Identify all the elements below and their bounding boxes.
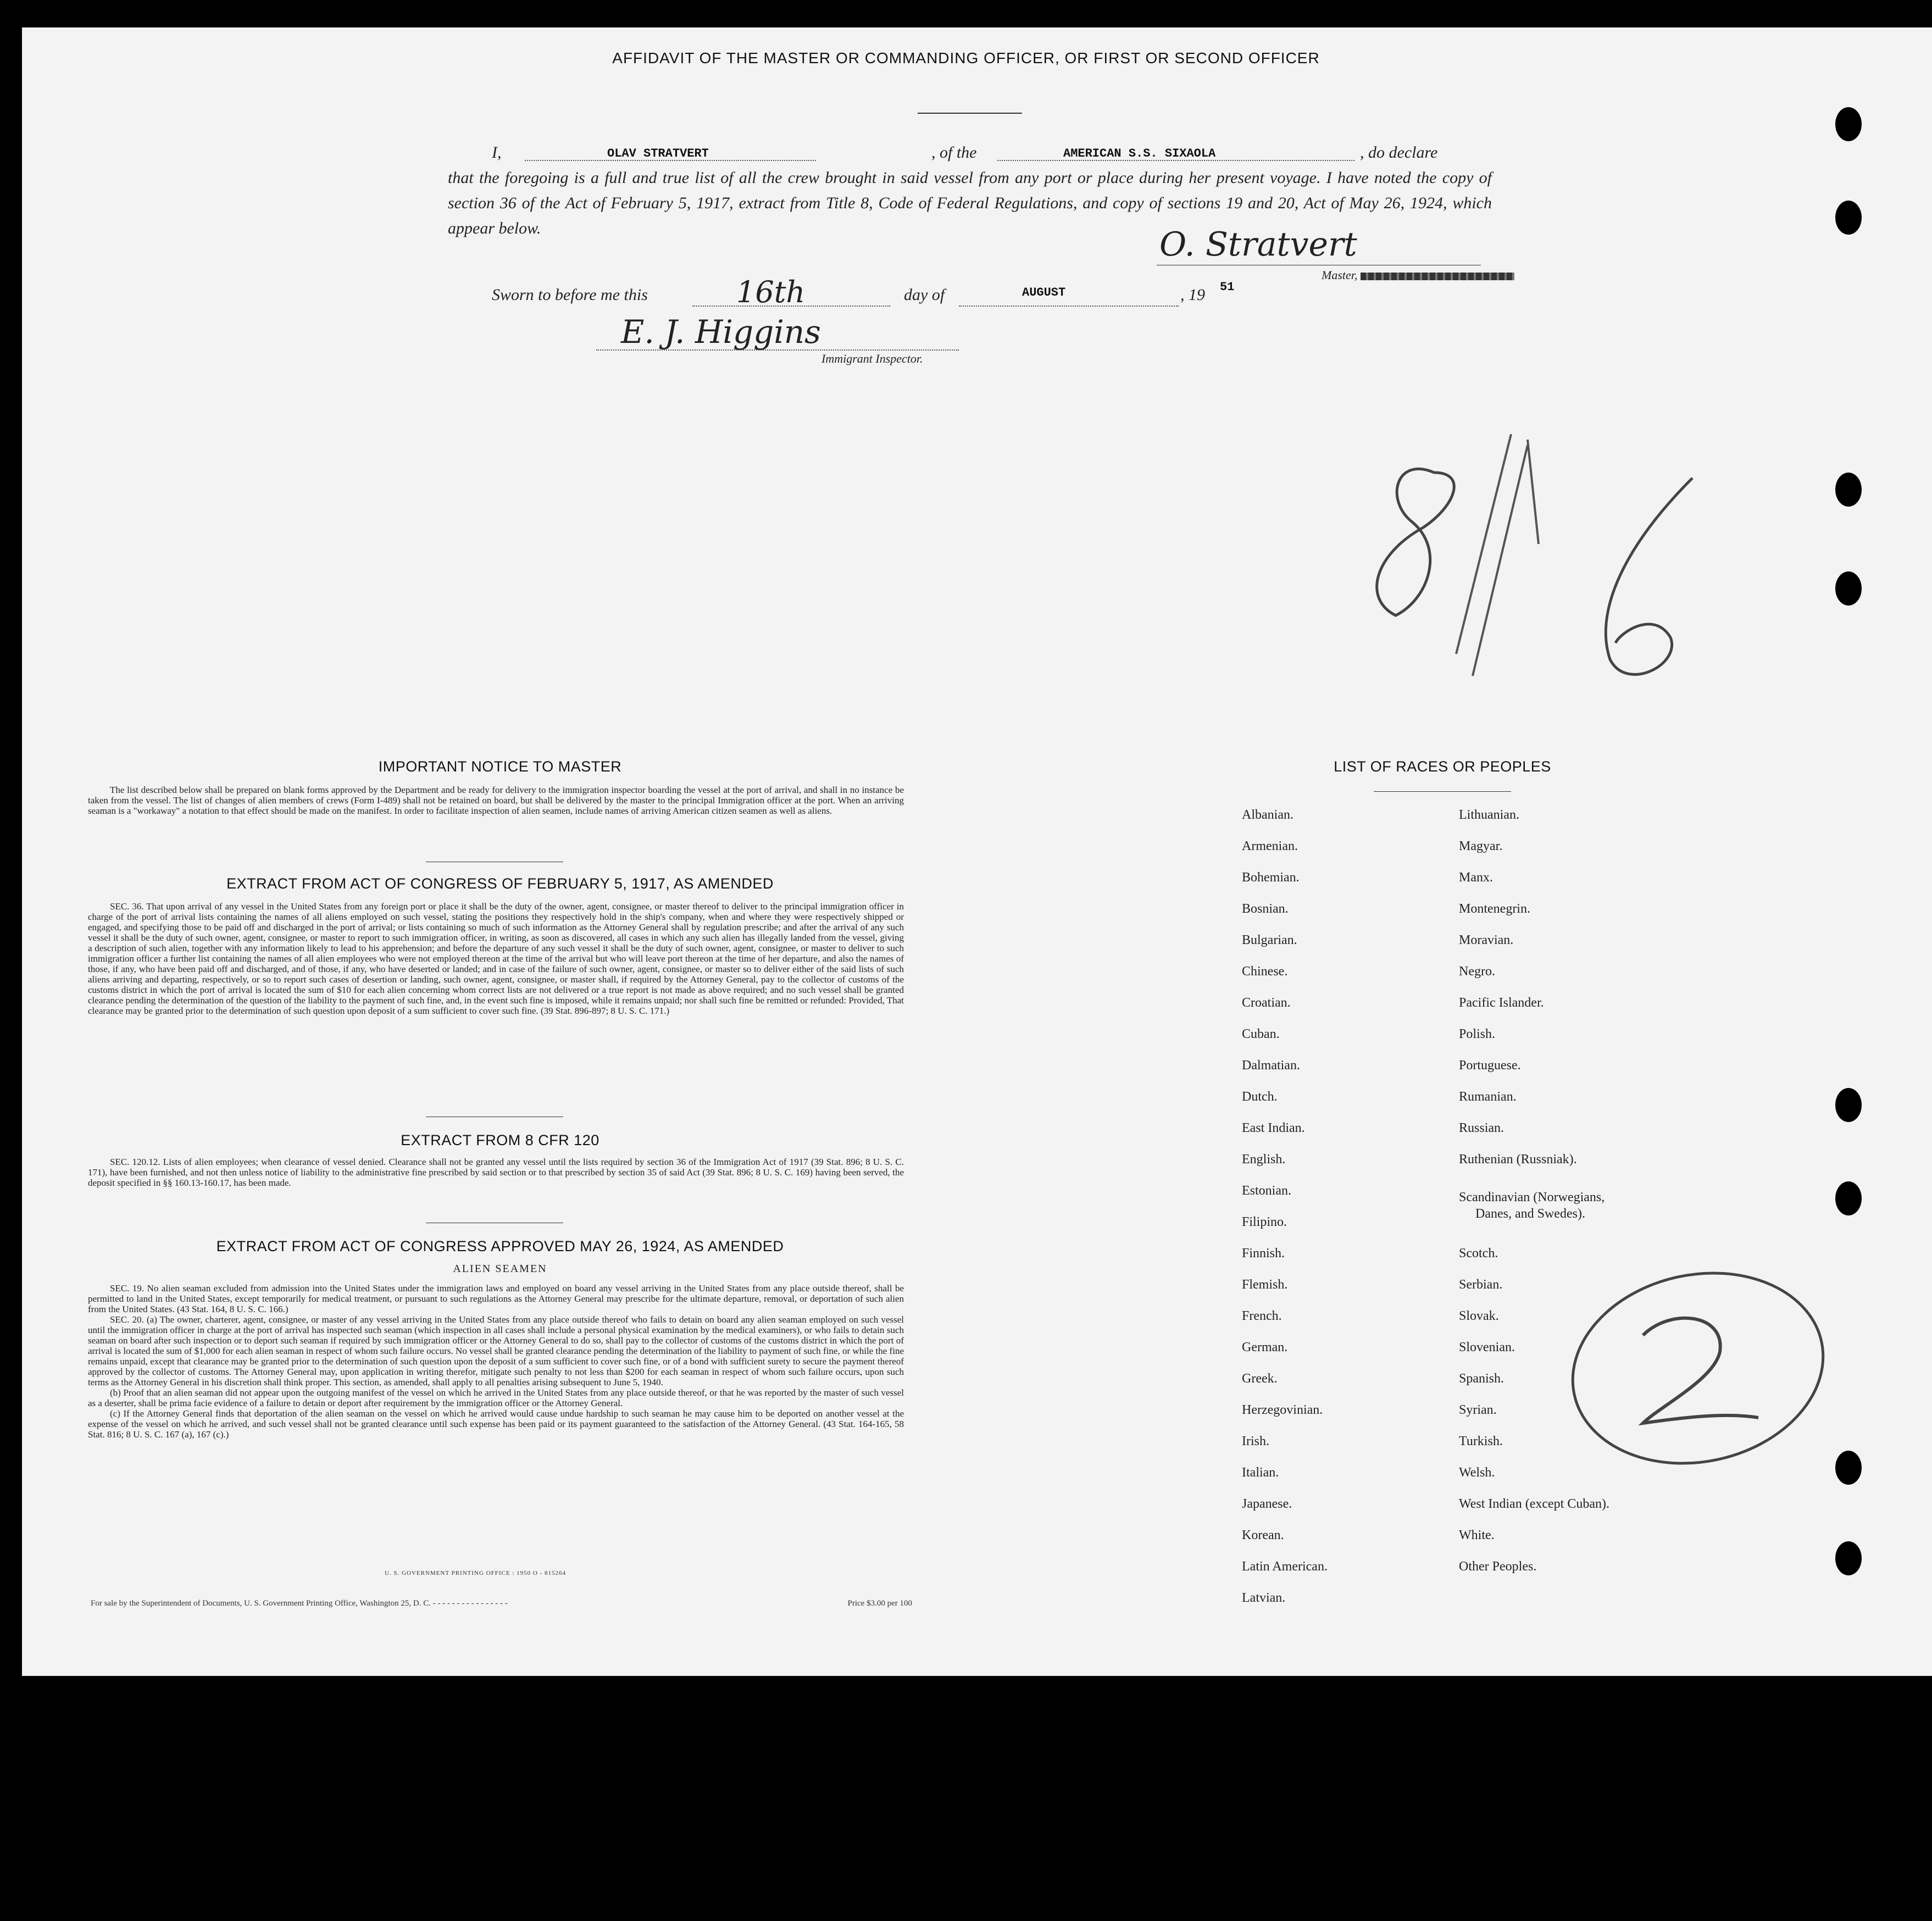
sworn-statement (492, 286, 648, 304)
punch-hole (1835, 107, 1862, 141)
race-item: Portuguese. (1459, 1058, 1521, 1073)
sworn-day: 16th (736, 275, 806, 309)
race-item: Croatian. (1242, 996, 1291, 1010)
inspector-signature: E. J. Higgins (621, 313, 821, 351)
race-item: Bosnian. (1242, 902, 1289, 916)
section-20c-paragraph: (c) If the Attorney General finds that deportation of the alien seaman on the vessel on which he arrived would cause undue hardship to such seaman he may cause him to be deported on another vessel at the expense of the vessel on which he arrived, and such vessel shall not be granted clearance until such expense has been paid or its payment guaranteed to the satisfaction of the Attorney General. (43 Stat. 164-165, 58 Stat. 816; 8 U. S. C. 167 (a), 167 (c).) (88, 1408, 904, 1440)
officer-name: OLAV STRATVERT (607, 147, 709, 160)
race-item: Montenegrin. (1459, 902, 1530, 916)
race-item: Albanian. (1242, 808, 1293, 822)
struck-out-text (1361, 273, 1514, 280)
vessel-line (997, 160, 1354, 161)
race-item: Scandinavian (Norwegians, (1459, 1190, 1605, 1204)
race-item: Syrian. (1459, 1403, 1497, 1417)
footer (91, 1599, 912, 1608)
race-item: Estonian. (1242, 1184, 1291, 1198)
race-item: Turkish. (1459, 1434, 1503, 1448)
race-item: Cuban. (1242, 1027, 1280, 1041)
punch-hole (1835, 1181, 1862, 1215)
sworn-month: AUGUST (1022, 286, 1066, 299)
race-item: Scotch. (1459, 1246, 1498, 1261)
race-item: Other Peoples. (1459, 1559, 1537, 1574)
day-of-text: day of (904, 286, 945, 304)
race-item: Danes, and Swedes). (1475, 1207, 1585, 1221)
sworn-year: 51 (1220, 280, 1235, 294)
declaration-prefix: I, (492, 143, 502, 162)
day-line (692, 306, 890, 307)
race-item: Ruthenian (Russniak). (1459, 1152, 1577, 1167)
price: Price $3.00 per 100 (847, 1599, 912, 1608)
race-item: French. (1242, 1309, 1282, 1323)
extract-1917-text: SEC. 36. That upon arrival of any vessel in the United States from any foreign port or place it shall be the duty of the owner, agent, consignee, or master thereof to deliver to the principal immigration officer in charge of the port of arrival lists containing the names of all aliens employed on such vessel, stating the positions they respectively hold in the ship's company, when and where they were respectively shipped or engaged, and specifying those to be paid off and discharged in the port of arrival; or lists containing so much of such information as the Attorney General shall by regulation prescribe; and after the arrival of any such vessel it shall be the duty of such owner, agent, consignee, or master to report to such immigration officer, in writing, as soon as discovered, all cases in which any such alien has illegally landed from the vessel, giving a description of such alien, together with any information likely to lead to his apprehension; and before the departure of any such vessel it shall be the duty of such owner, agent, consignee, or master to deliver to such immigration officer a further list containing the names of all alien employees who were not employed thereon at the time of the arrival but who will leave port thereon at the time of her departure, and also the names of those, if any, who have been paid off and discharged, and of those, if any, who have deserted or landed; and in case of the failure of such owner, agent, consignee, or master so to deliver either of the said lists of such aliens arriving and departing, respectively, or so to report such cases of desertion or landing, such owner, agent, consignee, or master shall, if required by the Attorney General, pay to the collector of customs of the customs district in which the port of arrival is located the sum of $10 for each alien concerning whom correct lists are not delivered or a true report is not made as above required; and no such vessel shall be granted clearance pending the determination of the question of the liability to the payment of such fine, and, in the event such fine is imposed, while it remains unpaid; nor shall such fine be remitted or refunded: Provided, That clearance may be granted prior to the determination of such question upon deposit of a sum sufficient to cover such fine. (39 Stat. 896-897; 8 U. S. C. 171.) (88, 901, 904, 1016)
do-declare-text: , do declare (1360, 143, 1438, 162)
punch-hole (1835, 1088, 1862, 1122)
divider (1374, 791, 1511, 792)
affidavit-title: AFFIDAVIT OF THE MASTER OR COMMANDING OFFICER, OR FIRST OR SECOND OFFICER (612, 49, 1320, 66)
race-item: Slovenian. (1459, 1340, 1515, 1354)
race-item: Rumanian. (1459, 1090, 1517, 1104)
declaration-body: that the foregoing is a full and true list of all the crew brought in said vessel from any port or place during her present voyage. I have noted the copy of section 36 of the Act of February 5, 1917, extract from Title 8, Code of Federal Regulations, and copy of sections 19 and 20, Act of May 26, 1924, which appear below. (448, 169, 1492, 237)
race-item: Greek. (1242, 1372, 1278, 1386)
race-item: Magyar. (1459, 839, 1503, 853)
race-item: Dalmatian. (1242, 1058, 1300, 1073)
race-item: Bulgarian. (1242, 933, 1297, 947)
circled-number (1561, 1264, 1846, 1473)
race-item: Herzegovinian. (1242, 1403, 1323, 1417)
extract-1924-heading: EXTRACT FROM ACT OF CONGRESS APPROVED MAY 26, 1924, AS AMENDED (216, 1238, 784, 1254)
race-item: German. (1242, 1340, 1288, 1354)
race-item: Pacific Islander. (1459, 996, 1544, 1010)
race-item: Flemish. (1242, 1278, 1288, 1292)
races-heading: LIST OF RACES OR PEOPLES (1334, 758, 1551, 775)
extract-1924-text (88, 1283, 904, 1440)
race-item: Negro. (1459, 964, 1495, 979)
race-item: Dutch. (1242, 1090, 1278, 1104)
race-item: Lithuanian. (1459, 808, 1519, 822)
race-item: Bohemian. (1242, 870, 1300, 885)
alien-seamen-subheading: ALIEN SEAMEN (453, 1263, 547, 1275)
race-item: West Indian (except Cuban). (1459, 1497, 1609, 1511)
divider (918, 113, 1022, 114)
inspector-label: Immigrant Inspector. (821, 352, 923, 365)
race-item: Spanish. (1459, 1372, 1504, 1386)
declaration-line (448, 140, 1492, 165)
race-item: Manx. (1459, 870, 1493, 885)
race-item: Japanese. (1242, 1497, 1292, 1511)
extract-cfr-heading: EXTRACT FROM 8 CFR 120 (401, 1132, 599, 1148)
race-item: White. (1459, 1528, 1495, 1542)
race-item: Serbian. (1459, 1278, 1503, 1292)
master-signature: O. Stratvert (1159, 225, 1357, 264)
notice-text: The list described below shall be prepared on blank forms approved by the Department and be ready for delivery to the immigration inspector boarding the vessel at the port of arrival, and shall in no instance be taken from the vessel. The list of changes of alien members of crews (Form I-489) shall not be retained on board, but shall be delivered by the master to the principal Immigration officer at the port. When an arriving seaman is a "workaway" a notation to that effect should be made on the manifest. In order to facilitate inspection of alien seamen, include names of arriving American citizen seamen as well as aliens. (88, 785, 904, 816)
sale-notice: For sale by the Superintendent of Documents, U. S. Government Printing Office, Washington 25, D. C. - - - - - - - - - - - - - - - - (91, 1599, 508, 1608)
race-item: Russian. (1459, 1121, 1504, 1135)
punch-hole (1835, 1541, 1862, 1575)
month-line (959, 306, 1179, 307)
race-item: Latin American. (1242, 1559, 1328, 1574)
race-item: Armenian. (1242, 839, 1298, 853)
extract-1917-heading: EXTRACT FROM ACT OF CONGRESS OF FEBRUARY 5, 1917, AS AMENDED (226, 875, 774, 892)
notice-heading: IMPORTANT NOTICE TO MASTER (378, 758, 622, 775)
race-item: Chinese. (1242, 964, 1288, 979)
punch-hole (1835, 571, 1862, 606)
master-label-text: Master, (1322, 268, 1358, 282)
section-20a-paragraph: SEC. 20. (a) The owner, charterer, agent, consignee, or master of any vessel arriving in the United States from any place outside thereof who fails to detain on board any alien seaman employed on such vessel until the immigration officer in charge at the port of arrival has inspected such seaman (which inspection in all cases shall include a personal physical examination by the medical examiners), or who fails to detain such seaman on board after such inspection or to deport such seaman if required by such immigration officer or the Attorney General to do so, shall pay to the collector of customs of the customs district in which the port of arrival is located the sum of $1,000 for each alien seaman in respect of whom such failure occurs. No vessel shall be granted clearance pending the determination of the liability to payment of such fine, or while the fine remains unpaid, except that clearance may be granted prior to the determination of such question upon the deposit of a sum sufficient to cover such fine, or of a bond with sufficient surety to secure the payment thereof approved by the collector of customs. The Attorney General may, upon application in writing therefor, mitigate such penalty to not less than $200 for each seaman in respect of whom such failure occurs, upon such terms as the Attorney General in his discretion shall think proper. This section, as amended, shall apply to all penalties arising subsequent to June 5, 1940. (88, 1314, 904, 1387)
race-item: Welsh. (1459, 1465, 1495, 1480)
race-item: East Indian. (1242, 1121, 1305, 1135)
vessel-name: AMERICAN S.S. SIXAOLA (1063, 147, 1216, 160)
sworn-prefix: Sworn to before me this (492, 286, 648, 304)
name-line (525, 160, 816, 161)
punch-hole (1835, 201, 1862, 235)
race-item: Korean. (1242, 1528, 1284, 1542)
race-item: English. (1242, 1152, 1286, 1167)
year-prefix: , 19 (1180, 286, 1205, 304)
section-19-paragraph: SEC. 19. No alien seaman excluded from admission into the United States under the immigration laws and employed on board any vessel arriving in the United States from any place outside thereof, shall be permitted to land in the United States, except temporarily for medical treatment, or pursuant to such regulations as the Attorney General may prescribe for the ultimate departure, removal, or deportation of such alien from the United States. (43 Stat. 164, 8 U. S. C. 166.) (88, 1283, 904, 1314)
race-item: Finnish. (1242, 1246, 1285, 1261)
race-item: Irish. (1242, 1434, 1269, 1448)
race-item: Latvian. (1242, 1591, 1286, 1605)
race-item: Italian. (1242, 1465, 1279, 1480)
race-item: Polish. (1459, 1027, 1496, 1041)
punch-hole (1835, 473, 1862, 507)
of-the-text: , of the (931, 143, 977, 162)
section-20b-paragraph: (b) Proof that an alien seaman did not appear upon the outgoing manifest of the vessel on which he arrived in the United States from any place outside thereof, or that he was reported by the master of such vessel as a deserter, shall be prima facie evidence of a failure to detain or deport after requirement by the immigration officer or the Attorney General. (88, 1387, 904, 1408)
gpo-imprint: U. S. GOVERNMENT PRINTING OFFICE : 1950 O - 815264 (385, 1570, 567, 1576)
inspector-line (596, 349, 959, 351)
race-item: Moravian. (1459, 933, 1514, 947)
master-label (1322, 268, 1514, 282)
race-item: Slovak. (1459, 1309, 1499, 1323)
handwritten-date-note (1363, 434, 1714, 720)
race-item: Filipino. (1242, 1215, 1287, 1229)
extract-cfr-text: SEC. 120.12. Lists of alien employees; when clearance of vessel denied. Clearance shall not be granted any vessel until the lists required by section 36 of the Immigration Act of 1917 (39 Stat. 896; 8 U. S. C. 171), have been furnished, and not then unless notice of liability to the administrative fine prescribed by said section or to that prescribed by section 35 of said Act (39 Stat. 896; 8 U. S. C. 169) having been served, the deposit specified in §§ 160.13-160.17, has been made. (88, 1157, 904, 1188)
